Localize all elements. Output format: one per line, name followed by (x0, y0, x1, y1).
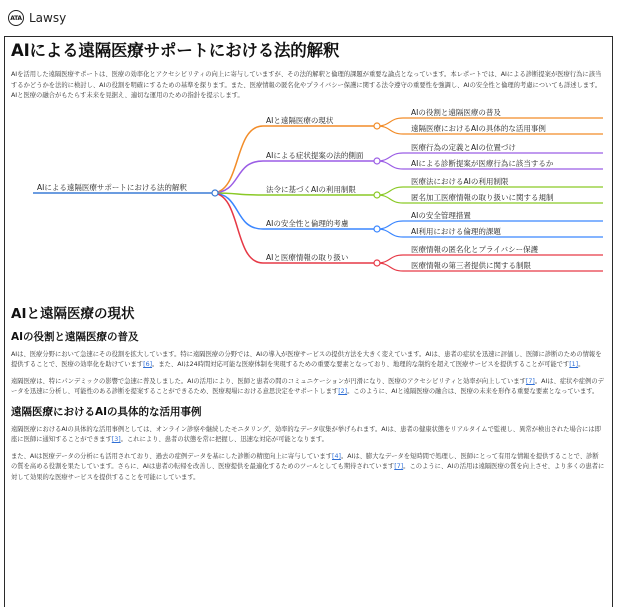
mindmap-branch-node[interactable] (374, 123, 380, 129)
mindmap-branch-node[interactable] (374, 226, 380, 232)
mindmap-branch-node[interactable] (374, 260, 380, 266)
citation-link[interactable]: [6] (143, 361, 153, 368)
body-paragraph: 遠隔医療におけるAIの具体的な活用事例としては、オンライン診察や継続したモニタリング、効率的なデータ収集が挙げられます。AIは、患者の健康状態をリアルタイムで監視し、異常が検出された場合には即座に医師に通知することができます[3]。これにより、患者の状態を常に把握し、迅速な対応が可能となります。 (11, 425, 601, 443)
mindmap-root-node[interactable] (212, 190, 218, 196)
citation-link[interactable]: [7] (525, 377, 535, 385)
intro-paragraph: AIを活用した遠隔医療サポートは、医療の効率化とアクセシビリティの向上に寄与していますが、その法的解釈と倫理的課題が重要な論点となっています。本レポートでは、AIによる診断提案が医療行為に該当するかどうかを法的に検討し、AIの役割を明確にするための基準を探ります。また、医療情報の匿名化やプライバシー保護に関する法令遵守の重要性を強調し、AIの安全性と倫理的考慮についても詳述します。AIと医療の融合がもたらす未来を見据え、適切な運用のための指針を提示します。 (11, 71, 602, 99)
body-paragraph: 遠隔医療は、特にパンデミックの影響で急速に普及しました。AIの活用により、医師と患者の間のコミュニケーションが円滑になり、医療のアクセシビリティと効率が向上しています[7]。AIは、症状や症例のデータを迅速に分析し、可能性のある診断を提案することができるため、医療現場における意思決定をサポートします[2]。このように、AIと遠隔医療の融合は、医療の未来を形作る重要な要素となっています。 (11, 377, 604, 395)
report-frame (4, 36, 613, 607)
mindmap-leaf-label: AIの安全管理措置 (411, 210, 471, 220)
subsection-heading: AIの役割と遠隔医療の普及 (11, 330, 139, 343)
mindmap-branch-curve (212, 193, 263, 229)
mindmap-leaf-curve (377, 126, 403, 134)
mindmap-leaf-label: 医療情報の匿名化とプライバシー保護 (411, 244, 539, 254)
mindmap-branch-node[interactable] (374, 158, 380, 164)
mindmap-leaf-curve (377, 221, 403, 229)
mindmap-leaf-label: 医療情報の第三者提供に関する制限 (411, 260, 531, 270)
mindmap-branch-curve (212, 126, 263, 193)
citation-link[interactable]: [2] (338, 388, 348, 395)
mindmap-leaf-curve (377, 153, 403, 161)
citation-link[interactable]: [3] (111, 436, 121, 443)
mindmap-leaf-label: 医療法におけるAIの利用制限 (411, 176, 509, 186)
report-content (5, 37, 613, 483)
mindmap-leaf-label: 医療行為の定義とAIの位置づけ (411, 142, 516, 152)
lawsy-logo-icon[interactable]: ATA (8, 10, 24, 26)
mindmap-leaf-label: AI利用における倫理的課題 (411, 226, 501, 236)
mindmap-branch-curve (212, 161, 263, 193)
mindmap-branch-label: AIの安全性と倫理的考慮 (266, 218, 349, 228)
mindmap-branch-label: AIと遠隔医療の現状 (266, 115, 334, 125)
mindmap-root-label: AIによる遠隔医療サポートにおける法的解釈 (37, 182, 187, 192)
mindmap-leaf-curve (377, 118, 403, 126)
mindmap-branch-node[interactable] (374, 192, 380, 198)
app-header (0, 0, 617, 36)
citation-link[interactable]: [4] (332, 452, 341, 460)
mindmap-leaf-label: 遠隔医療におけるAIの具体的な活用事例 (411, 123, 546, 133)
mindmap-leaf-curve (377, 187, 403, 195)
citation-link[interactable]: [1] (569, 361, 579, 368)
mindmap-leaf-label: 匿名加工医療情報の取り扱いに関する規制 (411, 192, 554, 202)
mindmap-leaf-curve (377, 195, 403, 203)
mindmap-leaf-label: AIによる診断提案が医療行為に該当するか (411, 158, 554, 168)
subsection-heading: 遠隔医療におけるAIの具体的な活用事例 (11, 405, 202, 418)
body-paragraph: AIは、医療分野において急速にその役割を拡大しています。特に遠隔医療の分野では、AIの導入が医療サービスの提供方法を大きく変えています。AIは、患者の症状を迅速に評価し、医師に診断のための情報を提供することで、医療の効率化を助けています[6]。また、AIは24時間対応可能な医療体制を実現するための重要な要素となっており、地理的な制約を超えて医療サービスを提供することが可能です[1]。 (11, 350, 602, 368)
page-title: AIによる遠隔医療サポートにおける法的解釈 (11, 41, 340, 60)
mindmap-leaf-curve (377, 255, 403, 263)
mindmap-branch-label: AIと医療情報の取り扱い (266, 252, 349, 262)
citation-link[interactable]: [7] (394, 463, 404, 470)
mindmap-leaf-curve (377, 161, 403, 169)
mindmap-leaf-curve (377, 263, 403, 271)
mindmap-branch-label: 法令に基づくAIの利用制限 (266, 184, 356, 194)
body-paragraph: また、AIは医療データの分析にも活用されており、過去の症例データを基にした診断の精度向上に寄与しています[4]。AIは、膨大なデータを短時間で処理し、医師にとって有用な情報を提供することで、診断の質を高める役割を果たしています。さらに、AIは患者の転帰を改善し、医療提供を最適化するためのツールとしても期待されています[7]。このように、AIの活用は遠隔医療の質を向上させ、より多くの患者に対して効果的な医療サービスを提供することを可能にしています。 (11, 452, 605, 481)
brand-name[interactable]: Lawsy (29, 11, 67, 25)
section-heading: AIと遠隔医療の現状 (11, 305, 135, 322)
mindmap-leaf-curve (377, 229, 403, 237)
mindmap (11, 108, 611, 296)
mindmap-branch-label: AIによる症状提案の法的側面 (266, 150, 364, 160)
mindmap-leaf-label: AIの役割と遠隔医療の普及 (411, 107, 501, 117)
